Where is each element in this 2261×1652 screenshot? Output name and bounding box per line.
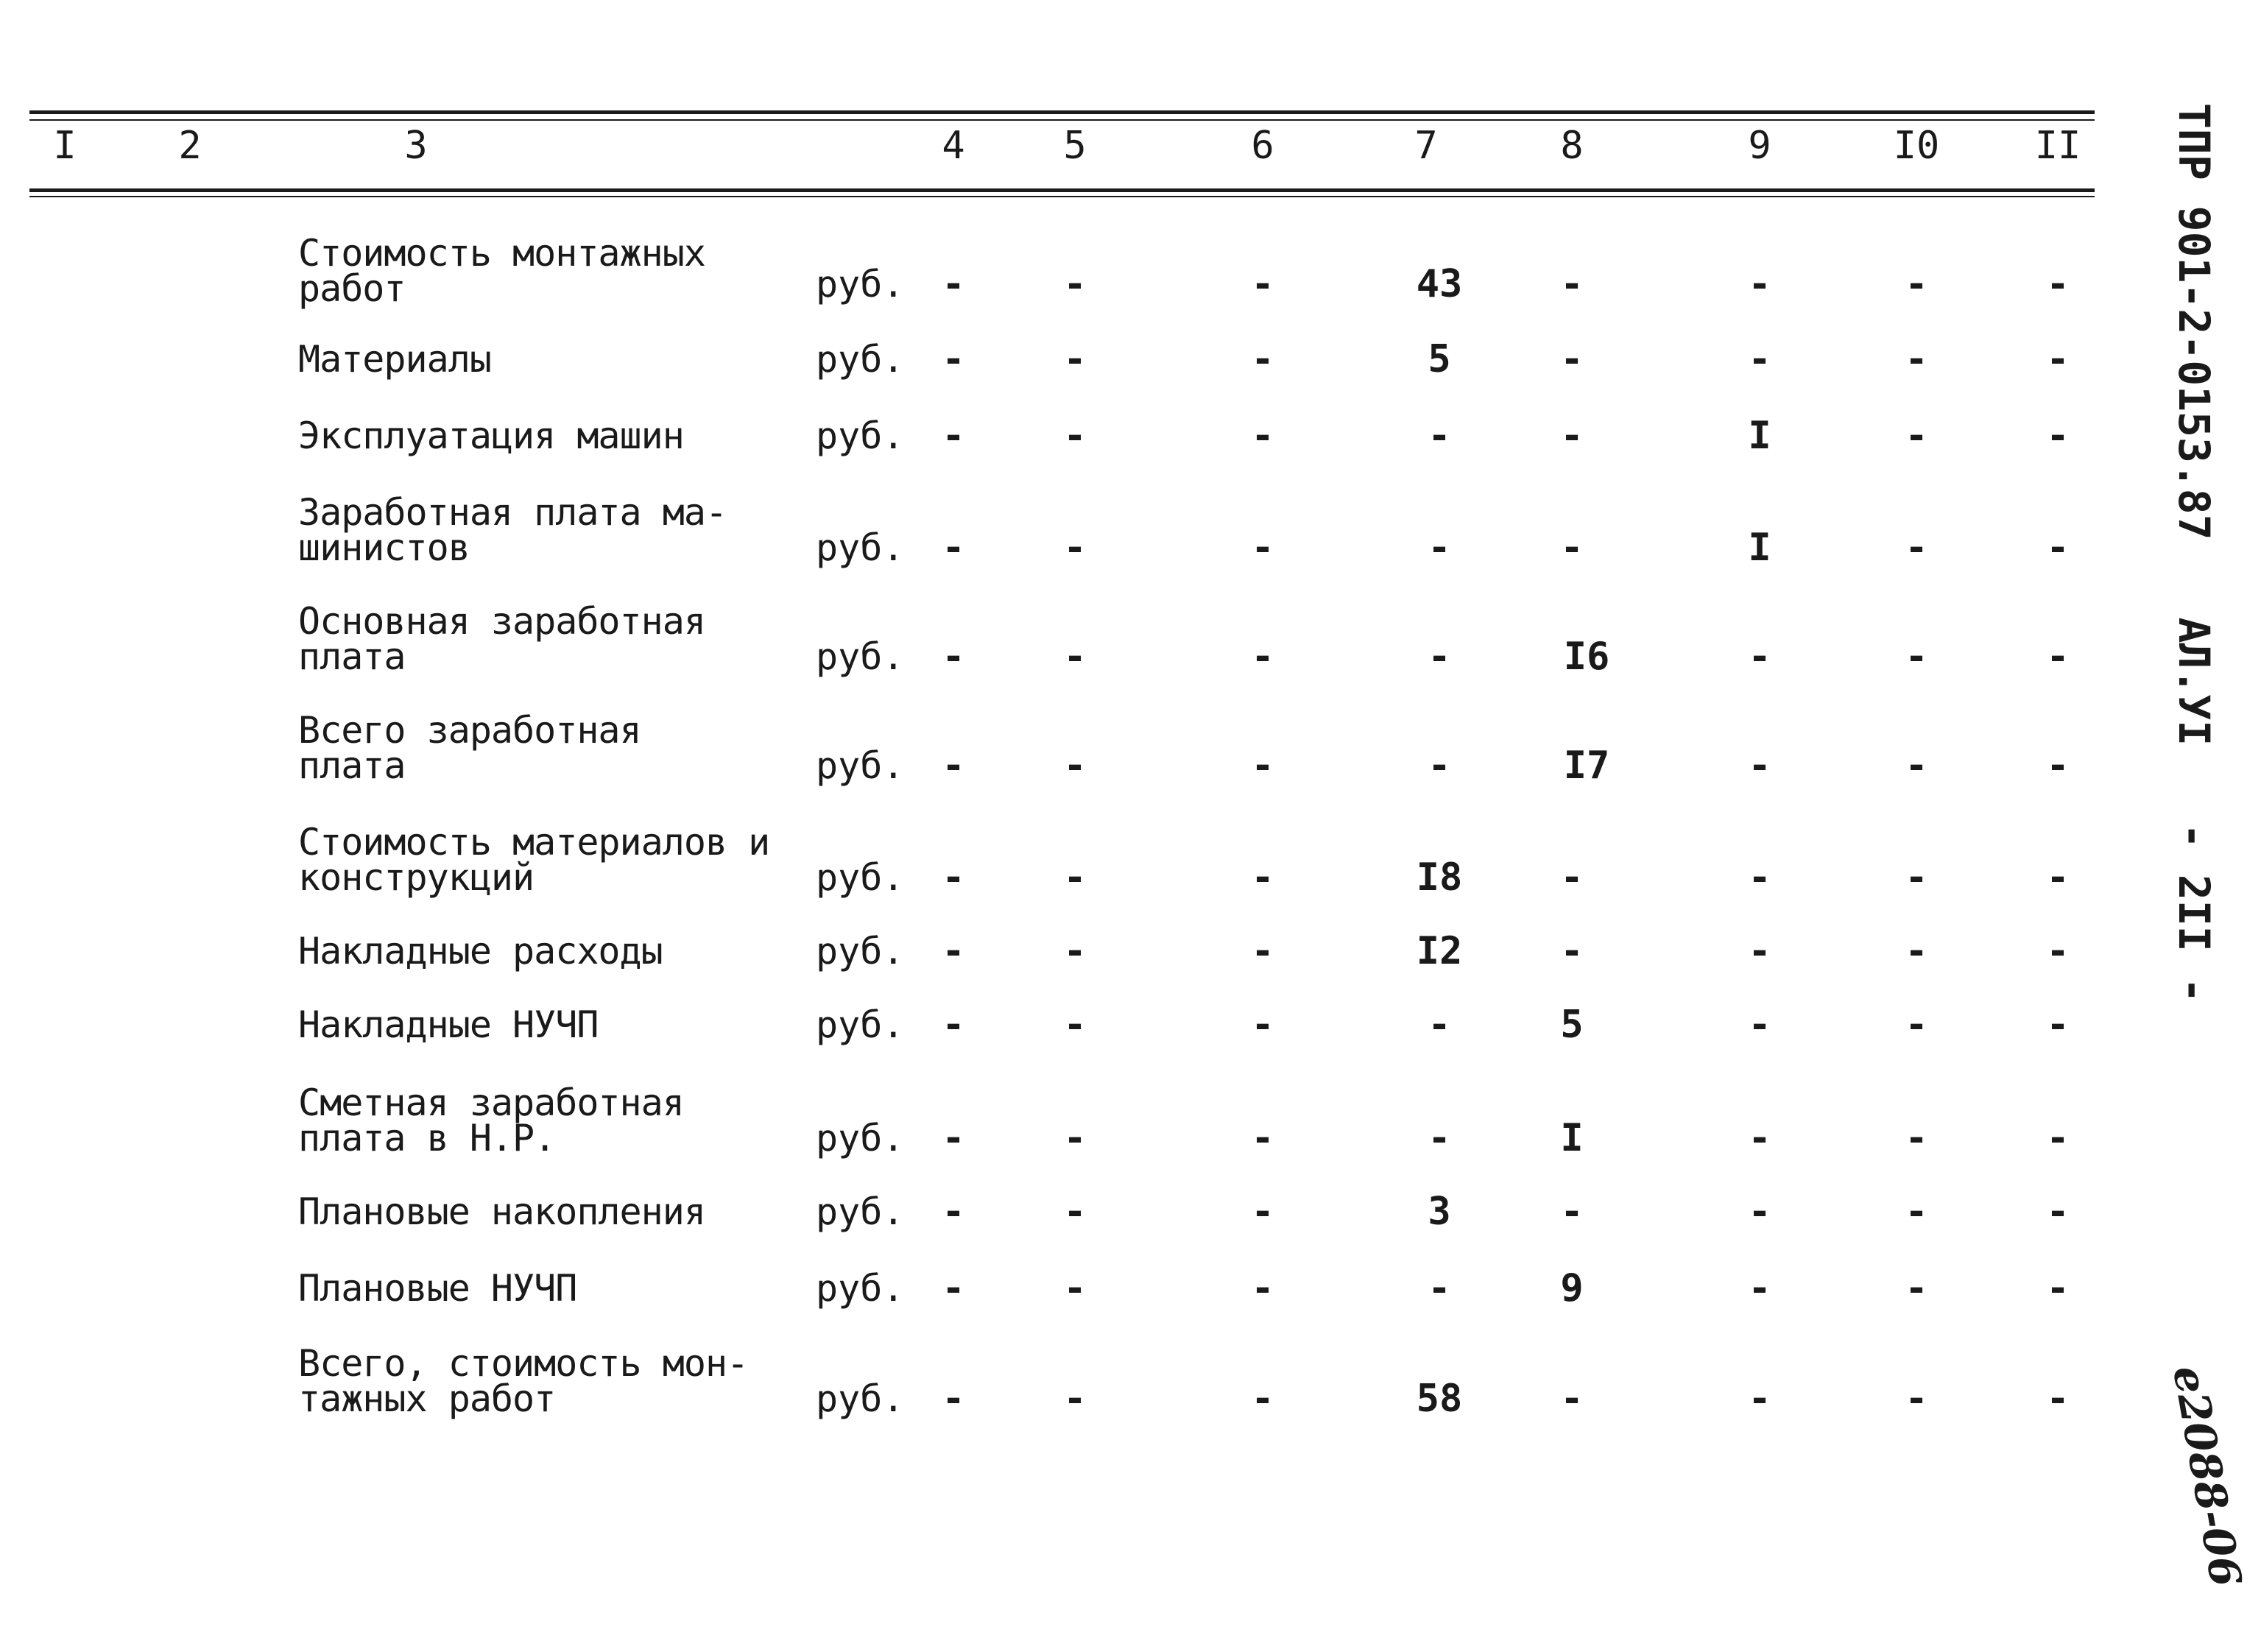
cell-col6: - [1251,1190,1274,1234]
cell-col7: - [1428,414,1451,458]
cell-col9: I [1748,526,1771,570]
cell-col7: - [1428,635,1451,679]
cell-col6: - [1251,635,1274,679]
cell-col8: - [1560,526,1584,570]
inventory-stamp: e2088-06 [2163,1362,2251,1591]
cell-col6: - [1251,855,1274,900]
cell-col9: I [1748,414,1771,458]
cell-col9: - [1748,744,1771,788]
cell-col5: - [1063,1003,1087,1047]
cell-col10: - [1905,929,1928,973]
cell-col4: - [942,414,965,458]
row-label: Стоимость материалов и конструкций [298,821,770,899]
row-label: Плановые накопления [298,1190,705,1233]
row-unit: руб. [816,338,905,381]
cell-col11: - [2046,635,2070,679]
cell-col6: - [1251,262,1274,306]
cell-col6: - [1251,526,1274,570]
column-header-7: 7 [1414,124,1438,168]
cell-col7: - [1428,1003,1451,1047]
cell-col6: - [1251,414,1274,458]
column-header-10: I0 [1893,124,1940,168]
cell-col8: - [1560,414,1584,458]
cell-col6: - [1251,744,1274,788]
cell-col6: - [1251,1266,1274,1310]
row-label: Стоимость монтажных работ [298,232,705,310]
cell-col6: - [1251,1116,1274,1160]
cell-col11: - [2046,1003,2070,1047]
cell-col4: - [942,526,965,570]
column-header-2: 2 [178,124,202,168]
row-label: Заработная плата ма- шинистов [298,491,727,569]
column-header-5: 5 [1063,124,1087,168]
row-unit: руб. [816,263,905,306]
cell-col10: - [1905,414,1928,458]
cell-col10: - [1905,1190,1928,1234]
cell-col6: - [1251,1377,1274,1421]
header-bottom-rule-thin [29,196,2095,197]
cell-col10: - [1905,1116,1928,1160]
cell-col10: - [1905,855,1928,900]
cell-col5: - [1063,929,1087,973]
row-label: Сметная заработная плата в Н.Р. [298,1081,684,1159]
cell-col10: - [1905,635,1928,679]
cell-col8: I7 [1563,744,1610,788]
column-header-6: 6 [1251,124,1274,168]
cell-col6: - [1251,1003,1274,1047]
cell-col4: - [942,929,965,973]
cell-col4: - [942,262,965,306]
row-label: Плановые НУЧП [298,1267,577,1310]
cell-col4: - [942,1116,965,1160]
cell-col11: - [2046,1116,2070,1160]
cell-col7: I2 [1416,929,1463,973]
page-number: - 2II - [2169,823,2219,1003]
cell-col7: - [1428,744,1451,788]
cell-col10: - [1905,1003,1928,1047]
column-header-3: 3 [404,124,428,168]
cell-col10: - [1905,337,1928,381]
cell-col8: - [1560,337,1584,381]
cell-col9: - [1748,1377,1771,1421]
row-unit: руб. [816,744,905,787]
cell-col5: - [1063,526,1087,570]
album-number: АЛ.УI [2169,617,2219,746]
row-unit: руб. [816,1003,905,1046]
cell-col9: - [1748,1266,1771,1310]
cell-col5: - [1063,1266,1087,1310]
cell-col5: - [1063,855,1087,900]
cell-col9: - [1748,1116,1771,1160]
row-unit: руб. [816,414,905,457]
column-header-11: II [2034,124,2081,168]
cell-col10: - [1905,262,1928,306]
row-unit: руб. [816,930,905,973]
row-unit: руб. [816,856,905,899]
cell-col7: 5 [1428,337,1451,381]
cell-col5: - [1063,1377,1087,1421]
cell-col5: - [1063,635,1087,679]
cell-col8: 5 [1560,1003,1584,1047]
cell-col7: 58 [1416,1377,1463,1421]
cell-col8: - [1560,855,1584,900]
cell-col9: - [1748,635,1771,679]
row-label: Основная заработная плата [298,600,705,678]
cell-col9: - [1748,262,1771,306]
cell-col5: - [1063,1116,1087,1160]
row-label: Накладные расходы [298,930,663,973]
cell-col5: - [1063,1190,1087,1234]
cell-col5: - [1063,262,1087,306]
cell-col11: - [2046,262,2070,306]
cell-col7: 3 [1428,1190,1451,1234]
cell-col11: - [2046,414,2070,458]
row-unit: руб. [816,635,905,678]
cell-col4: - [942,337,965,381]
cell-col9: - [1748,1190,1771,1234]
cell-col4: - [942,1003,965,1047]
row-unit: руб. [816,1117,905,1159]
cell-col4: - [942,855,965,900]
cell-col7: 43 [1416,262,1463,306]
cell-col4: - [942,1377,965,1421]
cell-col7: I8 [1416,855,1463,900]
cell-col8: - [1560,1190,1584,1234]
cell-col5: - [1063,744,1087,788]
cell-col11: - [2046,929,2070,973]
cell-col8: - [1560,929,1584,973]
cell-col11: - [2046,337,2070,381]
cell-col5: - [1063,414,1087,458]
row-unit: руб. [816,1190,905,1233]
cell-col10: - [1905,744,1928,788]
cell-col11: - [2046,744,2070,788]
cell-col8: I6 [1563,635,1610,679]
column-header-4: 4 [942,124,965,168]
table-top-rule-thin [29,119,2095,121]
cell-col4: - [942,744,965,788]
cell-col8: - [1560,262,1584,306]
cell-col11: - [2046,1377,2070,1421]
row-unit: руб. [816,526,905,569]
cell-col4: - [942,1266,965,1310]
row-label: Всего, стоимость мон- тажных работ [298,1342,749,1420]
cell-col10: - [1905,526,1928,570]
column-header-1: I [53,124,77,168]
cell-col9: - [1748,929,1771,973]
document-code: ТПР 901-2-0153.87 [2169,103,2219,540]
cell-col6: - [1251,337,1274,381]
cell-col11: - [2046,1190,2070,1234]
row-label: Эксплуатация машин [298,414,684,457]
cell-col7: - [1428,1116,1451,1160]
cell-col5: - [1063,337,1087,381]
header-bottom-rule [29,188,2095,192]
cell-col10: - [1905,1377,1928,1421]
column-header-8: 8 [1560,124,1584,168]
cell-col7: - [1428,1266,1451,1310]
cell-col9: - [1748,337,1771,381]
cell-col4: - [942,1190,965,1234]
cell-col7: - [1428,526,1451,570]
cell-col8: 9 [1560,1266,1584,1310]
cell-col8: - [1560,1377,1584,1421]
row-unit: руб. [816,1377,905,1420]
cell-col10: - [1905,1266,1928,1310]
cell-col11: - [2046,855,2070,900]
cell-col11: - [2046,1266,2070,1310]
cell-col4: - [942,635,965,679]
row-unit: руб. [816,1267,905,1310]
cell-col8: I [1560,1116,1584,1160]
table-top-rule [29,110,2095,114]
cell-col9: - [1748,1003,1771,1047]
cell-col9: - [1748,855,1771,900]
row-label: Накладные НУЧП [298,1003,599,1046]
side-document-code [2168,103,2220,1055]
row-label: Всего заработная плата [298,709,641,787]
row-label: Материалы [298,338,491,381]
column-header-9: 9 [1748,124,1771,168]
cell-col11: - [2046,526,2070,570]
cell-col6: - [1251,929,1274,973]
